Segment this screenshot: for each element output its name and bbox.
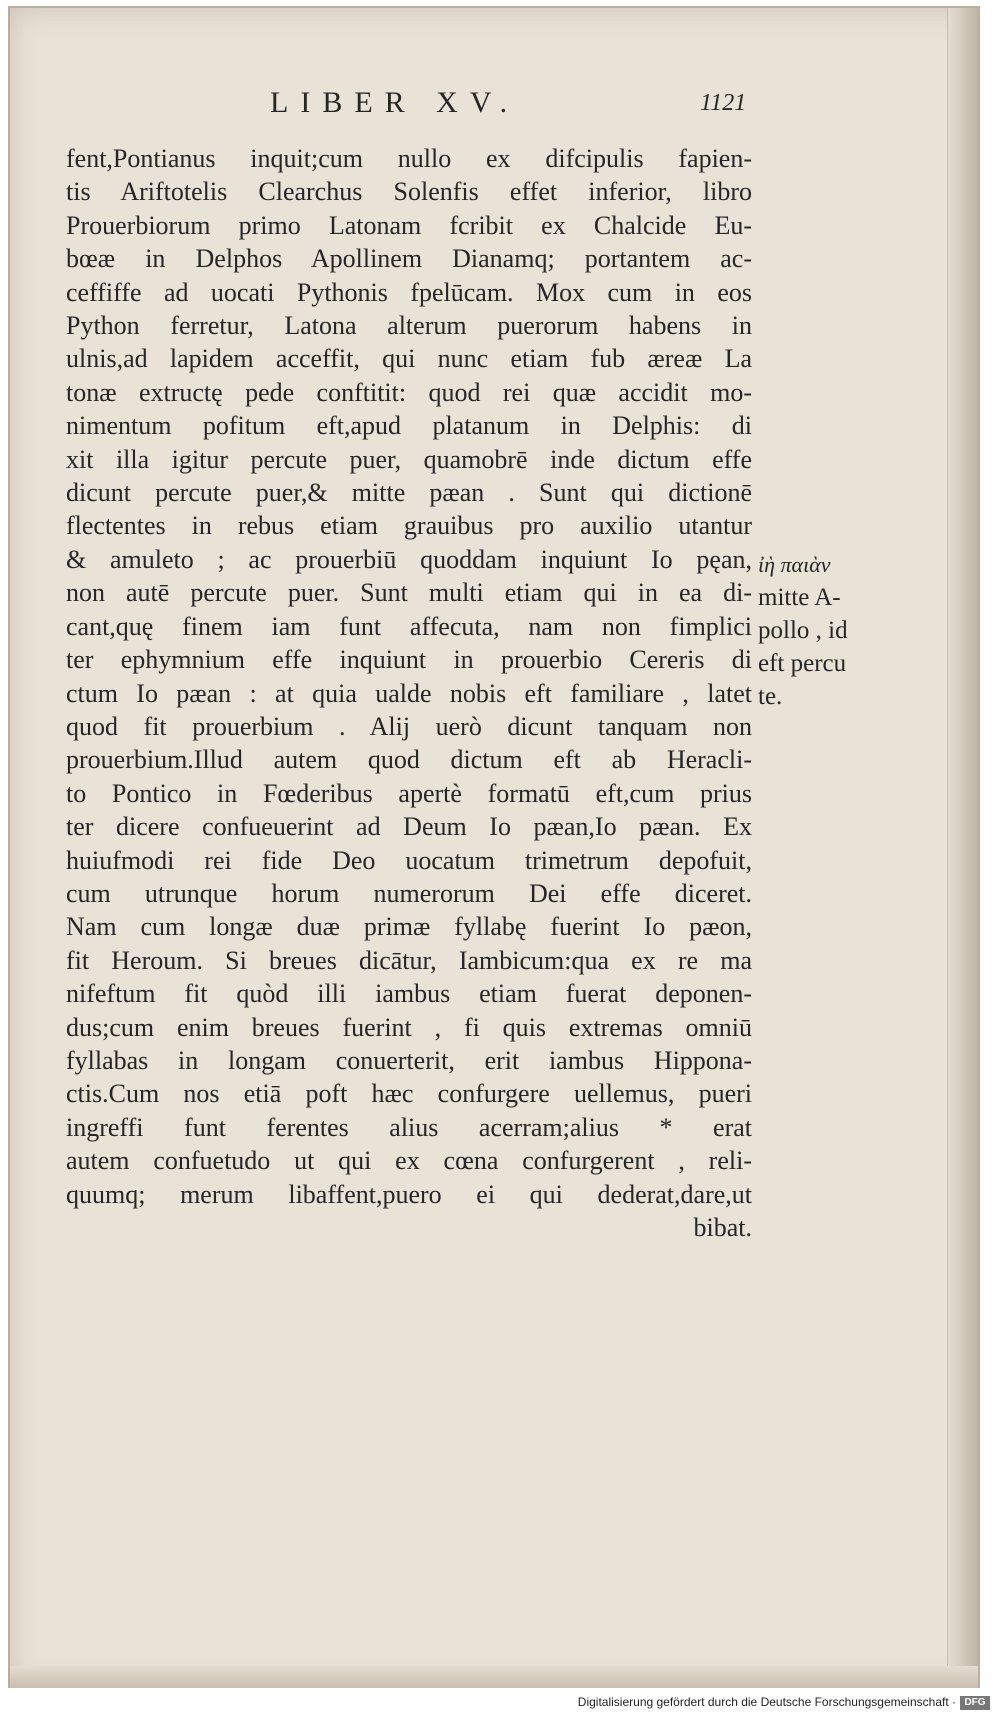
running-head: LIBER XV. [270,86,520,119]
text-line: cum utrunque horum numerorum Dei effe diceret. [66,878,752,908]
text-line: fyllabas in longam conuerterit, erit iambus Hippona- [66,1045,752,1075]
text-line: dus;cum enim breues fuerint , fi quis extremas omniū [66,1012,752,1042]
margin-note-line: te. [758,683,783,710]
text-line: Prouerbiorum primo Latonam fcribit ex Chalcide Eu- [66,210,752,240]
text-line: quod fit prouerbium . Alij uerò dicunt tanquam non [66,711,752,741]
text-line: huiufmodi rei fide Deo uocatum trimetrum depofuit, [66,845,752,875]
text-line: bibat. [693,1213,752,1242]
text-line: fit Heroum. Si breues dicātur, Iambicum:qua ex re ma [66,945,752,975]
text-line: dicunt percute puer,& mitte pæan . Sunt qui dictionē [66,478,752,508]
folio-number: 1121 [700,90,747,116]
text-line: ulnis,ad lapidem acceffit, qui nunc etiam fub æreæ La [66,344,752,374]
text-line: ctis.Cum nos etiā poft hæc confurgere uellemus, pueri [66,1079,752,1109]
text-line: nimentum pofitum eft,apud platanum in Delphis: di [66,411,752,441]
text-line: fent,Pontianus inquit;cum nullo ex difcipulis fapien- [66,144,752,173]
text-line: ceffiffe ad uocati Pythonis fpelūcam. Mox cum in eos [66,277,752,307]
text-line: tonæ extructę pede conftitit: quod rei quæ accidit mo- [66,377,752,407]
page-edge [947,8,978,1688]
text-line: flectentes in rebus etiam grauibus pro auxilio utantur [66,511,752,541]
margin-note-line: eft percu [758,650,847,677]
text-line: non autē percute puer. Sunt multi etiam qui in ea di- [66,578,752,608]
text-line: prouerbium.Illud autem quod dictum eft ab Heracli- [66,745,752,775]
text-line: xit illa igitur percute puer, quamobrē inde dictum effe [66,444,752,474]
text-line: ter dicere confueuerint ad Deum Io pæan,Io pæan. Ex [66,812,752,842]
digitization-footer [0,1688,1000,1714]
text-line: autem confuetudo ut qui ex cœna confurgerent , reli- [66,1146,752,1176]
text-line: quumq; merum libaffent,puero ei qui dederat,dare,ut [66,1179,752,1209]
text-line: bœæ in Delphos Apollinem Dianamq; portantem ac- [66,244,752,274]
text-line: & amuleto ; ac prouerbiū quoddam inquiunt Io pęan, [66,544,752,574]
margin-note-line: pollo , id [758,617,848,644]
text-line: ctum Io pæan : at quia ualde nobis eft familiare , latet [66,678,752,708]
text-line: tis Ariftotelis Clearchus Solenfis effet inferior, libro [66,177,752,207]
body-text [66,142,752,1244]
text-line: Nam cum longæ duæ primæ fyllabę fuerint Io pæon, [66,912,752,942]
text-line: ter ephymnium effe inquiunt in prouerbio Cereris di [66,645,752,675]
text-line: nifeftum fit quòd illi iambus etiam fuerat deponen- [66,979,752,1009]
margin-note-line: mitte A- [758,584,841,611]
page-bottom-edge [10,1666,978,1688]
text-line: ingreffi funt ferentes alius acerram;alius * erat [66,1112,752,1142]
margin-note [758,548,878,713]
margin-note-line: ἰὴ παιὰν [758,552,831,577]
text-line: to Pontico in Fœderibus apertè formatū eft,cum prius [66,778,752,808]
funding-credit: Digitalisierung gefördert durch die Deutsche Forschungsgemeinschaft · [577,1695,956,1709]
text-line: Python ferretur, Latona alterum puerorum habens in [66,311,752,341]
page-header [0,86,1000,126]
dfg-logo: DFG [960,1696,990,1710]
text-line: cant,quę finem iam funt affecuta, nam non fimplici [66,611,752,641]
